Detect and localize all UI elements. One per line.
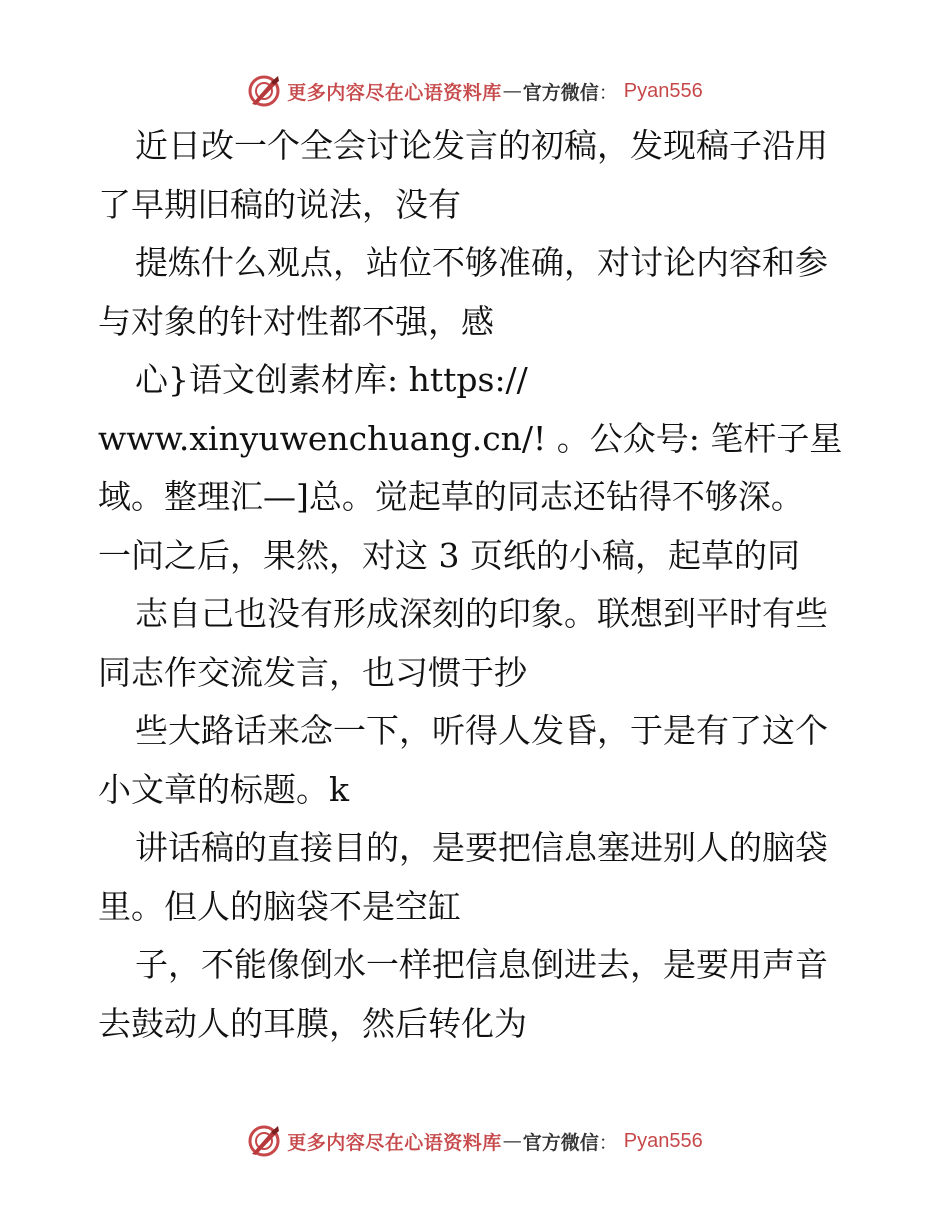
banner-colon: ： xyxy=(598,1131,618,1154)
text-line: 子，不能像倒水一样把信息倒进去，是要用声音 xyxy=(135,945,828,984)
banner-wechat-id: Pyan556 xyxy=(623,1129,703,1152)
text-line: 同志作交流发言，也习惯于抄 xyxy=(98,652,527,692)
banner-wechat-label: 官方微信 xyxy=(522,1131,599,1154)
banner-wechat-id: Pyan556 xyxy=(623,79,703,102)
text-line: 近日改一个全会讨论发言的初稿，发现稿子沿用 xyxy=(135,126,828,165)
banner-colon: ： xyxy=(598,81,618,104)
text-line: 里。但人的脑袋不是空缸 xyxy=(98,886,461,926)
text-line: 了早期旧稿的说法，没有 xyxy=(98,184,461,224)
text-line: 小文章的标题。k xyxy=(98,769,349,809)
text-line: 心}语文创素材库: https:// xyxy=(135,360,528,399)
document-body xyxy=(98,117,858,1053)
footer-banner xyxy=(0,1121,950,1161)
text-line: 一问之后，果然，对这 3 页纸的小稿，起草的同 xyxy=(98,535,800,575)
banner-dash: — xyxy=(502,80,522,102)
text-line: 志自己也没有形成深刻的印象。联想到平时有些 xyxy=(135,594,828,633)
text-line: www.xinyuwenchuang.cn/! 。公众号: 笔杆子星 xyxy=(98,418,843,458)
banner-wechat-label: 官方微信 xyxy=(522,81,599,104)
text-line: 去鼓动人的耳膜，然后转化为 xyxy=(98,1003,527,1043)
text-line: 些大路话来念一下，听得人发昏，于是有了这个 xyxy=(135,711,828,750)
quill-logo-icon xyxy=(247,1124,281,1158)
header-banner xyxy=(0,71,950,111)
quill-logo-icon xyxy=(247,74,281,108)
banner-title: 更多内容尽在心语资料库 xyxy=(287,1131,502,1154)
banner-title: 更多内容尽在心语资料库 xyxy=(287,81,502,104)
text-line: 与对象的针对性都不强，感 xyxy=(98,301,494,341)
text-line: 提炼什么观点，站位不够准确，对讨论内容和参 xyxy=(135,243,828,282)
text-line: 域。整理汇—]总。觉起草的同志还钻得不够深。 xyxy=(98,477,804,516)
text-line: 讲话稿的直接目的，是要把信息塞进别人的脑袋 xyxy=(135,828,828,867)
banner-dash: — xyxy=(502,1130,522,1152)
